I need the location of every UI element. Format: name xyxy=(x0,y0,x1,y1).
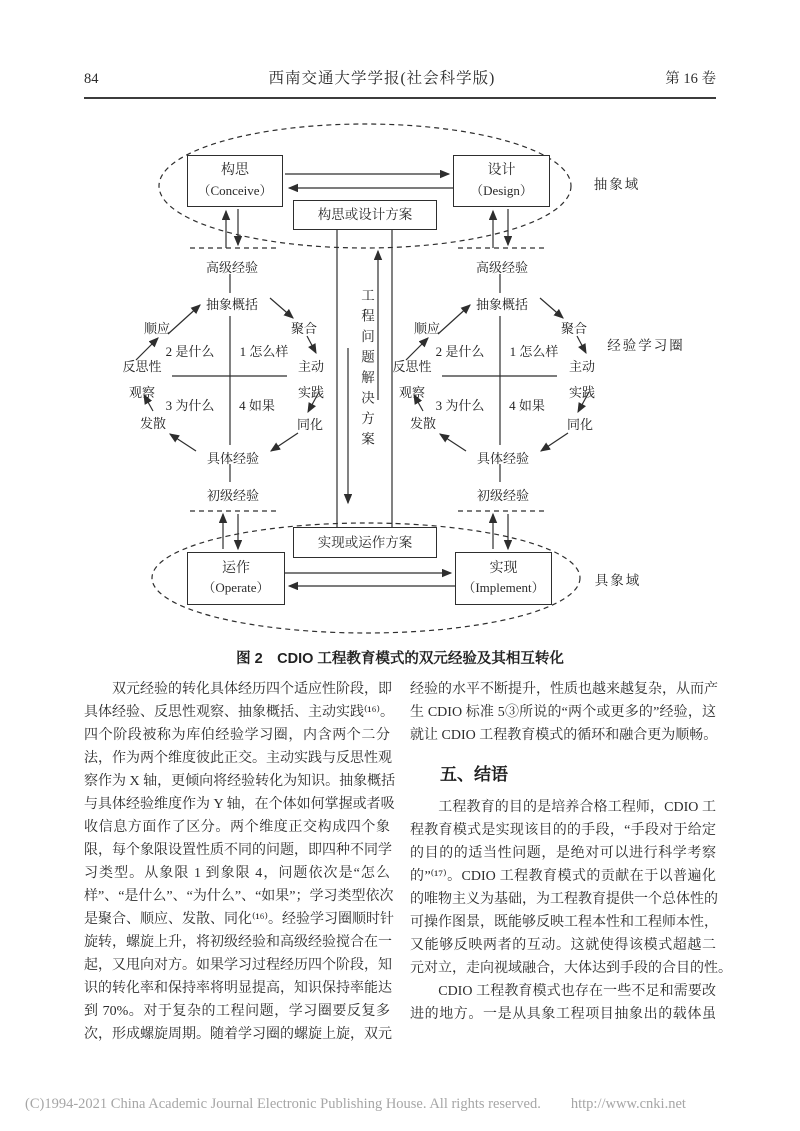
concrete-domain-label: 具象域 xyxy=(594,573,642,588)
body-text-line: 生 CDIO 标准 5③所说的“两个或更多的”经验，这 xyxy=(410,705,716,720)
left-assimilation-label: 同化 xyxy=(296,417,324,432)
body-text-line: 察作为 X 轴，更倾向将经验转化为知识。抽象概括 xyxy=(84,774,396,789)
left-column xyxy=(84,678,396,1046)
right-quadrant1-label: 1 怎么样 xyxy=(509,344,559,359)
left-divergence-label: 发散 xyxy=(139,416,167,431)
body-text-line: 旋转，螺旋上升，将初级经验和高级经验搅合在一 xyxy=(84,935,392,950)
body-text-line: 就让 CDIO 工程教育模式的循环和融合更为顺畅。 xyxy=(410,728,718,743)
body-text-line: 又能够反映两者的互动。这就使得该模式超越二 xyxy=(410,938,716,953)
body-text-line: 的”⁽¹⁷⁾。CDIO 工程教育模式的贡献在于以普遍化 xyxy=(410,869,716,884)
right-advanced-experience-label: 高级经验 xyxy=(475,260,529,275)
left-quadrant1-label: 1 怎么样 xyxy=(239,344,289,359)
conceive-design-plan-box xyxy=(293,200,437,230)
page-footer xyxy=(25,1096,775,1113)
page-number: 84 xyxy=(84,71,99,87)
section-heading-conclusion: 五、结语 xyxy=(440,765,508,784)
left-concrete-experience-label: 具体经验 xyxy=(206,451,260,466)
body-text-line: 程教育模式是实现该目的的手段，“手段对于给定 xyxy=(410,823,716,838)
implement-operate-plan-box xyxy=(293,527,437,558)
body-text-line: 是聚合、顺应、发散、同化⁽¹⁶⁾。经验学习圈顺时针 xyxy=(84,912,394,927)
body-text-line: 进的地方。一是从具象工程项目抽象出的载体虽 xyxy=(410,1007,716,1022)
body-text-line: 习类型。从象限 1 到象限 4，问题依次是“怎么 xyxy=(84,866,390,881)
operate-label-en: （Operate） xyxy=(202,580,270,596)
body-text-line: 到 70%。对于复杂的工程问题，学习圈要反复多 xyxy=(84,1004,390,1019)
body-text-line: 工程教育的目的是培养合格工程师，CDIO 工 xyxy=(410,800,716,815)
left-primary-experience-label: 初级经验 xyxy=(206,488,260,503)
conceive-label-en: （Conceive） xyxy=(197,182,273,198)
right-quadrant4-label: 4 如果 xyxy=(509,398,545,413)
left-active-practice-label-line1: 主动 xyxy=(297,359,325,374)
right-concrete-experience-label: 具体经验 xyxy=(476,451,530,466)
right-abstract-generalization-label: 抽象概括 xyxy=(475,297,529,312)
experience-cycle-label: 经验学习圈 xyxy=(607,338,685,353)
implement-label-en: （Implement） xyxy=(462,580,545,596)
body-text-line: 限，每个象限设置性质不同的问题，即四种不同学 xyxy=(84,843,392,858)
left-quadrant3-label: 3 为什么 xyxy=(165,398,215,413)
body-text-line: 法，作为两个维度彼此正交。主动实践与反思性观 xyxy=(84,751,392,766)
right-quadrant2-label: 2 是什么 xyxy=(435,344,485,359)
right-assimilation-label: 同化 xyxy=(566,417,594,432)
body-text-line: 经验的水平不断提升，性质也越来越复杂，从而产 xyxy=(410,682,718,697)
right-paragraph-2 xyxy=(410,796,732,980)
right-active-practice-label-line1: 主动 xyxy=(568,359,596,374)
operate-label-zh: 运作 xyxy=(222,560,250,576)
body-columns xyxy=(84,678,732,1046)
volume-number: 第 16 卷 xyxy=(665,71,716,87)
left-quadrant4-label: 4 如果 xyxy=(239,398,275,413)
body-text-line: 次，形成螺旋周期。随着学习圈的螺旋上旋，双元 xyxy=(84,1027,392,1042)
right-quadrant3-label: 3 为什么 xyxy=(435,398,485,413)
copyright-text: (C)1994-2021 China Academic Journal Electronic Publishing House. All rights reserved. xyxy=(25,1096,541,1112)
left-abstract-generalization-label: 抽象概括 xyxy=(205,297,259,312)
operate-box xyxy=(187,552,285,605)
implement-label-zh: 实现 xyxy=(489,560,518,576)
right-convergence-label: 聚合 xyxy=(560,321,588,336)
left-accommodation-label: 顺应 xyxy=(143,321,171,336)
right-primary-experience-label: 初级经验 xyxy=(476,488,530,503)
body-text-line: 四个阶段被称为库伯经验学习圈，内含两个二分 xyxy=(84,728,390,743)
right-accommodation-label: 顺应 xyxy=(413,321,441,336)
left-reflective-label-line1: 反思性 xyxy=(122,359,162,374)
engineering-problem-solution-text: 工程问题解决方案 xyxy=(359,288,374,452)
page-header xyxy=(84,66,716,99)
implement-box xyxy=(455,552,552,605)
operate-implement-arrows xyxy=(285,573,455,586)
left-active-practice-label-line2: 实践 xyxy=(297,385,325,400)
body-text-line: 与具体经验维度作为 Y 轴，在个体如何掌握或者吸 xyxy=(84,797,395,812)
design-label-en: （Design） xyxy=(470,182,533,198)
body-text-line: 收信息方面作了区分。两个维度正交构成四个象 xyxy=(84,820,390,835)
design-box xyxy=(453,155,550,207)
abstract-domain-label: 抽象域 xyxy=(593,177,641,192)
journal-title: 西南交通大学学报(社会科学版) xyxy=(268,70,496,87)
body-text-line: 的目的的适当性问题，是绝对可以进行科学考察 xyxy=(410,846,716,861)
left-convergence-label: 聚合 xyxy=(290,321,318,336)
right-paragraph-3 xyxy=(410,980,716,1026)
body-text-line: CDIO 工程教育模式也存在一些不足和需要改 xyxy=(410,984,716,999)
body-text-line: 识的转化率和保持率将明显提高，知识保持率能达 xyxy=(84,981,392,996)
figure-caption: 图 2 CDIO 工程教育模式的双元经验及其相互转化 xyxy=(236,651,564,667)
left-advanced-experience-label: 高级经验 xyxy=(205,260,259,275)
body-text-line: 起，又甩向对方。如果学习过程经历四个阶段，知 xyxy=(84,958,392,973)
body-text-line: 双元经验的转化具体经历四个适应性阶段，即 xyxy=(84,682,392,697)
conceive-label-zh: 构思 xyxy=(221,163,249,179)
design-label-zh: 设计 xyxy=(487,163,516,179)
figure-2-diagram xyxy=(80,118,720,652)
body-text-line: 可操作图景，既能够反映工程本性和工程师本性， xyxy=(410,915,718,930)
right-paragraph-1 xyxy=(410,678,716,747)
left-reflective-label-line2: 观察 xyxy=(128,385,156,400)
conceive-design-arrows xyxy=(285,174,453,188)
conceive-design-plan-label: 构思或设计方案 xyxy=(317,207,413,223)
right-reflective-label-line2: 观察 xyxy=(398,385,426,400)
cnki-url: http://www.cnki.net xyxy=(570,1096,686,1112)
right-column xyxy=(410,678,732,1046)
body-text-line: 的唯物主义为基础，为工程教育提供一个总体性的 xyxy=(410,892,718,907)
implement-operate-plan-label: 实现或运作方案 xyxy=(317,534,413,550)
right-divergence-label: 发散 xyxy=(409,416,437,431)
body-text-line: 具体经验、反思性观察、抽象概括、主动实践⁽¹⁶⁾。 xyxy=(84,705,394,720)
left-quadrant2-label: 2 是什么 xyxy=(165,344,215,359)
body-text-line: 元对立，走向视域融合，大体达到手段的合目的性。 xyxy=(410,961,732,976)
conceive-box xyxy=(187,155,283,207)
right-active-practice-label-line2: 实践 xyxy=(568,385,596,400)
body-text-line: 样”、“是什么”、“为什么”、“如果”；学习类型依次 xyxy=(84,889,394,904)
right-reflective-label-line1: 反思性 xyxy=(392,359,432,374)
